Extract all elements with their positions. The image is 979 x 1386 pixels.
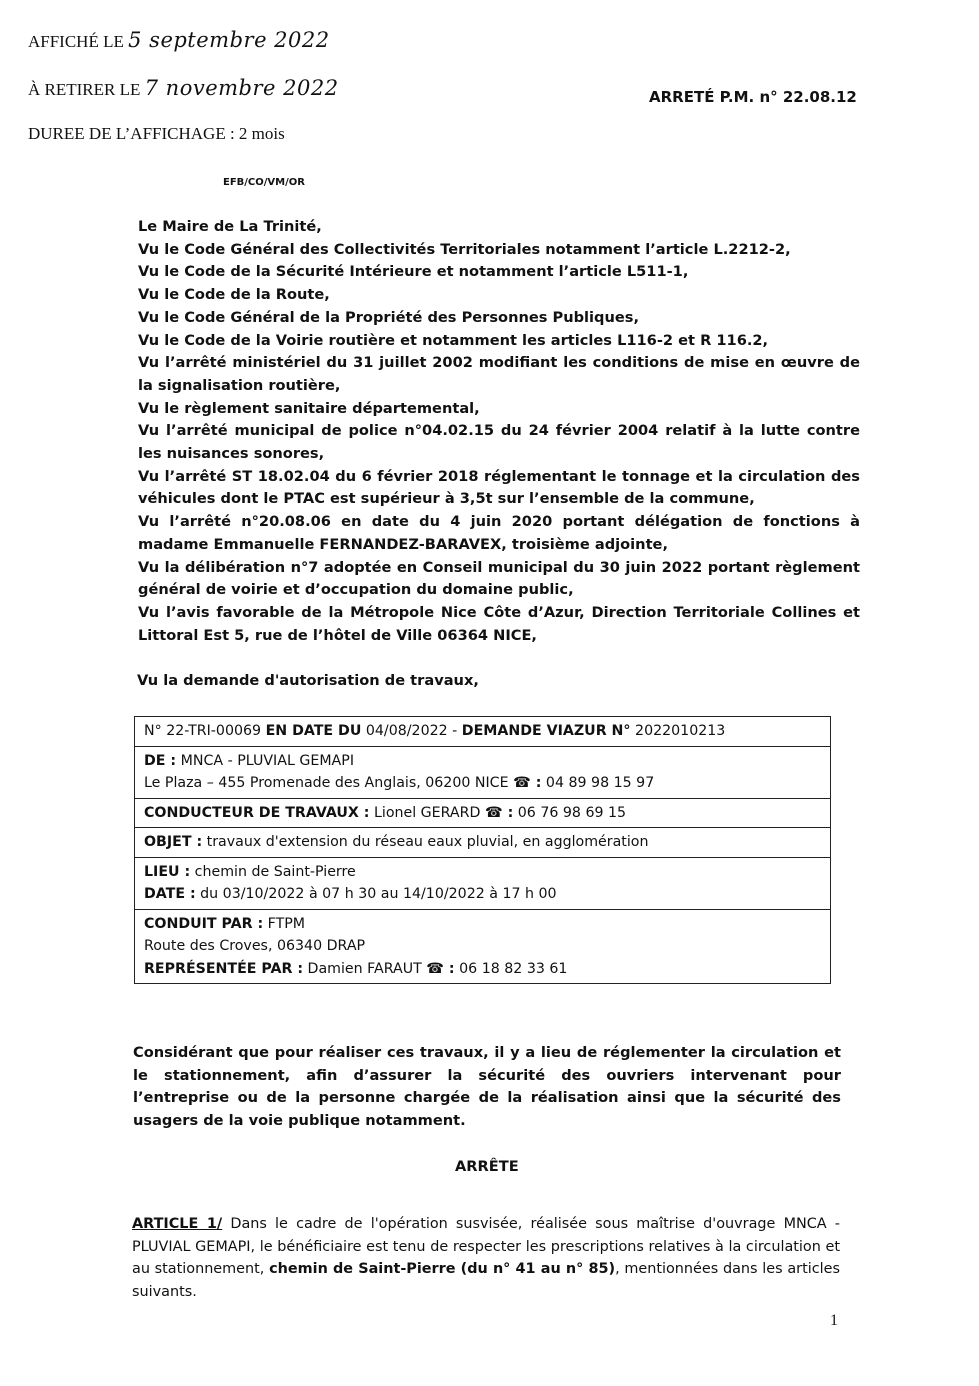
objet-cell bbox=[135, 828, 831, 858]
page-number: 1 bbox=[830, 1312, 838, 1329]
contractor-cell bbox=[135, 909, 831, 984]
visa-item: Vu le Code Général des Collectivités Territoriales notamment l’article L.2212-2, bbox=[138, 240, 791, 258]
dates-label: DATE : bbox=[144, 886, 196, 902]
viazur-label: DEMANDE VIAZUR N° bbox=[461, 723, 631, 739]
de-phone: 04 89 98 15 97 bbox=[545, 775, 655, 791]
phone-icon: ☎ bbox=[426, 960, 444, 977]
visas-list bbox=[138, 216, 860, 647]
lieu-label: LIEU : bbox=[144, 863, 191, 880]
visa-item: Vu l’arrêté ministériel du 31 juillet 2002 modifiant les conditions de mise en œuvre de la signalisation routière, bbox=[138, 354, 860, 394]
lieu-date-cell bbox=[135, 857, 831, 909]
article-1-label: ARTICLE 1/ bbox=[132, 1216, 223, 1232]
reference-code: EFB/CO/VM/OR bbox=[223, 177, 305, 188]
arrete-heading: ARRÊTE bbox=[455, 1158, 519, 1175]
de-value: MNCA - PLUVIAL GEMAPI bbox=[180, 752, 355, 769]
table-row-contractor bbox=[135, 909, 831, 984]
affiche-label: AFFICHÉ LE bbox=[28, 32, 124, 51]
numero-value: 22-TRI-00069 bbox=[166, 723, 262, 739]
conducteur-cell bbox=[135, 798, 831, 828]
article-1-location: chemin de Saint-Pierre (du n° 41 au n° 85) bbox=[269, 1261, 616, 1278]
visa-item: Vu l’avis favorable de la Métropole Nice Côte d’Azur, Direction Territoriale Collines et Littoral Est 5, rue de l’hôtel de Ville 06364 NICE, bbox=[138, 603, 860, 644]
visa-item: Vu le Code de la Sécurité Intérieure et notamment l’article L511-1, bbox=[138, 263, 689, 281]
visa-item: Vu le Code Général de la Propriété des Personnes Publiques, bbox=[138, 308, 640, 326]
conduit-value: FTPM bbox=[267, 915, 306, 932]
request-info-table bbox=[134, 716, 831, 984]
dates-value: du 03/10/2022 à 07 h 30 au 14/10/2022 à 17 h 00 bbox=[200, 886, 557, 902]
phone-colon: : bbox=[507, 804, 514, 821]
conducteur-phone: 06 76 98 69 15 bbox=[517, 804, 627, 821]
table-row-objet bbox=[135, 828, 831, 858]
phone-colon: : bbox=[448, 960, 455, 977]
demand-line: Vu la demande d'autorisation de travaux, bbox=[137, 672, 479, 689]
de-label: DE : bbox=[144, 752, 177, 769]
phone-icon: ☎ bbox=[513, 775, 531, 791]
visa-mayor: Le Maire de La Trinité, bbox=[138, 218, 322, 235]
phone-icon: ☎ bbox=[484, 804, 503, 821]
article-1-paragraph bbox=[132, 1213, 840, 1303]
visa-item: Vu l’arrêté ST 18.02.04 du 6 février 2018 réglementant le tonnage et la circulation des véhicules dont le PTAC est supérieur à 3,5t sur l’ensemble de la commune, bbox=[138, 467, 860, 508]
objet-value: travaux d'extension du réseau eaux pluvial, en agglomération bbox=[206, 834, 649, 850]
removal-date-line bbox=[28, 76, 339, 100]
table-row-conducteur bbox=[135, 798, 831, 828]
request-number-cell bbox=[135, 717, 831, 747]
article-1-text: Dans le cadre de l'opération susvisée, réalisée sous maîtrise d'ouvrage MNCA - PLUVIAL GEMAPI, le bénéficiaire est tenu de respecter les prescriptions relatives à la circulation et au stationnement, bbox=[132, 1216, 840, 1278]
table-row-applicant bbox=[135, 746, 831, 798]
visa-item: Vu l’arrêté municipal de police n°04.02.15 du 24 février 2004 relatif à la lutte contre les nuisances sonores, bbox=[138, 422, 860, 463]
objet-label: OBJET : bbox=[144, 834, 203, 850]
affiche-handwritten-date: 5 septembre 2022 bbox=[128, 28, 330, 52]
posting-duration-line: DUREE DE L’AFFICHAGE : 2 mois bbox=[28, 124, 285, 143]
representee-phone: 06 18 82 33 61 bbox=[459, 960, 568, 977]
arrete-number: ARRETÉ P.M. n° 22.08.12 bbox=[649, 88, 857, 106]
article-1-text-end: , mentionnées dans les articles suivants. bbox=[132, 1261, 840, 1300]
table-row-lieu-date bbox=[135, 857, 831, 909]
conduit-address: Route des Croves, 06340 DRAP bbox=[144, 938, 366, 954]
considerant-paragraph: Considérant que pour réaliser ces travaux, il y a lieu de réglementer la circulation et le stationnement, afin d’assurer la sécurité des ouvriers intervenant pour l’entreprise ou de la personne chargée de la réalisation ainsi que la sécurité des usagers de la voie publique notamment. bbox=[133, 1044, 841, 1129]
date-label: EN DATE DU bbox=[265, 723, 362, 739]
applicant-cell bbox=[135, 746, 831, 798]
date-value: 04/08/2022 - bbox=[365, 723, 458, 739]
representee-value: Damien FARAUT bbox=[307, 960, 422, 977]
conducteur-label: CONDUCTEUR DE TRAVAUX : bbox=[144, 804, 370, 821]
table-row-request-number bbox=[135, 717, 831, 747]
numero-label: N° bbox=[144, 723, 162, 739]
representee-label: REPRÉSENTÉE PAR : bbox=[144, 960, 304, 977]
conduit-label: CONDUIT PAR : bbox=[144, 915, 264, 932]
visa-item: Vu l’arrêté n°20.08.06 en date du 4 juin 2020 portant délégation de fonctions à madame Emmanuelle FERNANDEZ-BARAVEX, troisième adjointe, bbox=[138, 513, 860, 553]
visa-item: Vu la délibération n°7 adoptée en Conseil municipal du 30 juin 2022 portant règlement général de voirie et d’occupation du domaine public, bbox=[138, 558, 860, 599]
phone-colon: : bbox=[535, 775, 542, 791]
visa-item: Vu le Code de la Voirie routière et notamment les articles L116-2 et R 116.2, bbox=[138, 331, 769, 349]
posting-date-line bbox=[28, 28, 330, 52]
retirer-handwritten-date: 7 novembre 2022 bbox=[144, 76, 339, 100]
lieu-value: chemin de Saint-Pierre bbox=[194, 863, 356, 880]
conducteur-value: Lionel GERARD bbox=[373, 804, 481, 821]
de-address: Le Plaza – 455 Promenade des Anglais, 06200 NICE bbox=[144, 775, 509, 791]
retirer-label: À RETIRER LE bbox=[28, 80, 141, 99]
viazur-value: 2022010213 bbox=[635, 723, 726, 739]
visa-item: Vu le Code de la Route, bbox=[138, 286, 330, 304]
visa-item: Vu le règlement sanitaire départemental, bbox=[138, 399, 480, 417]
